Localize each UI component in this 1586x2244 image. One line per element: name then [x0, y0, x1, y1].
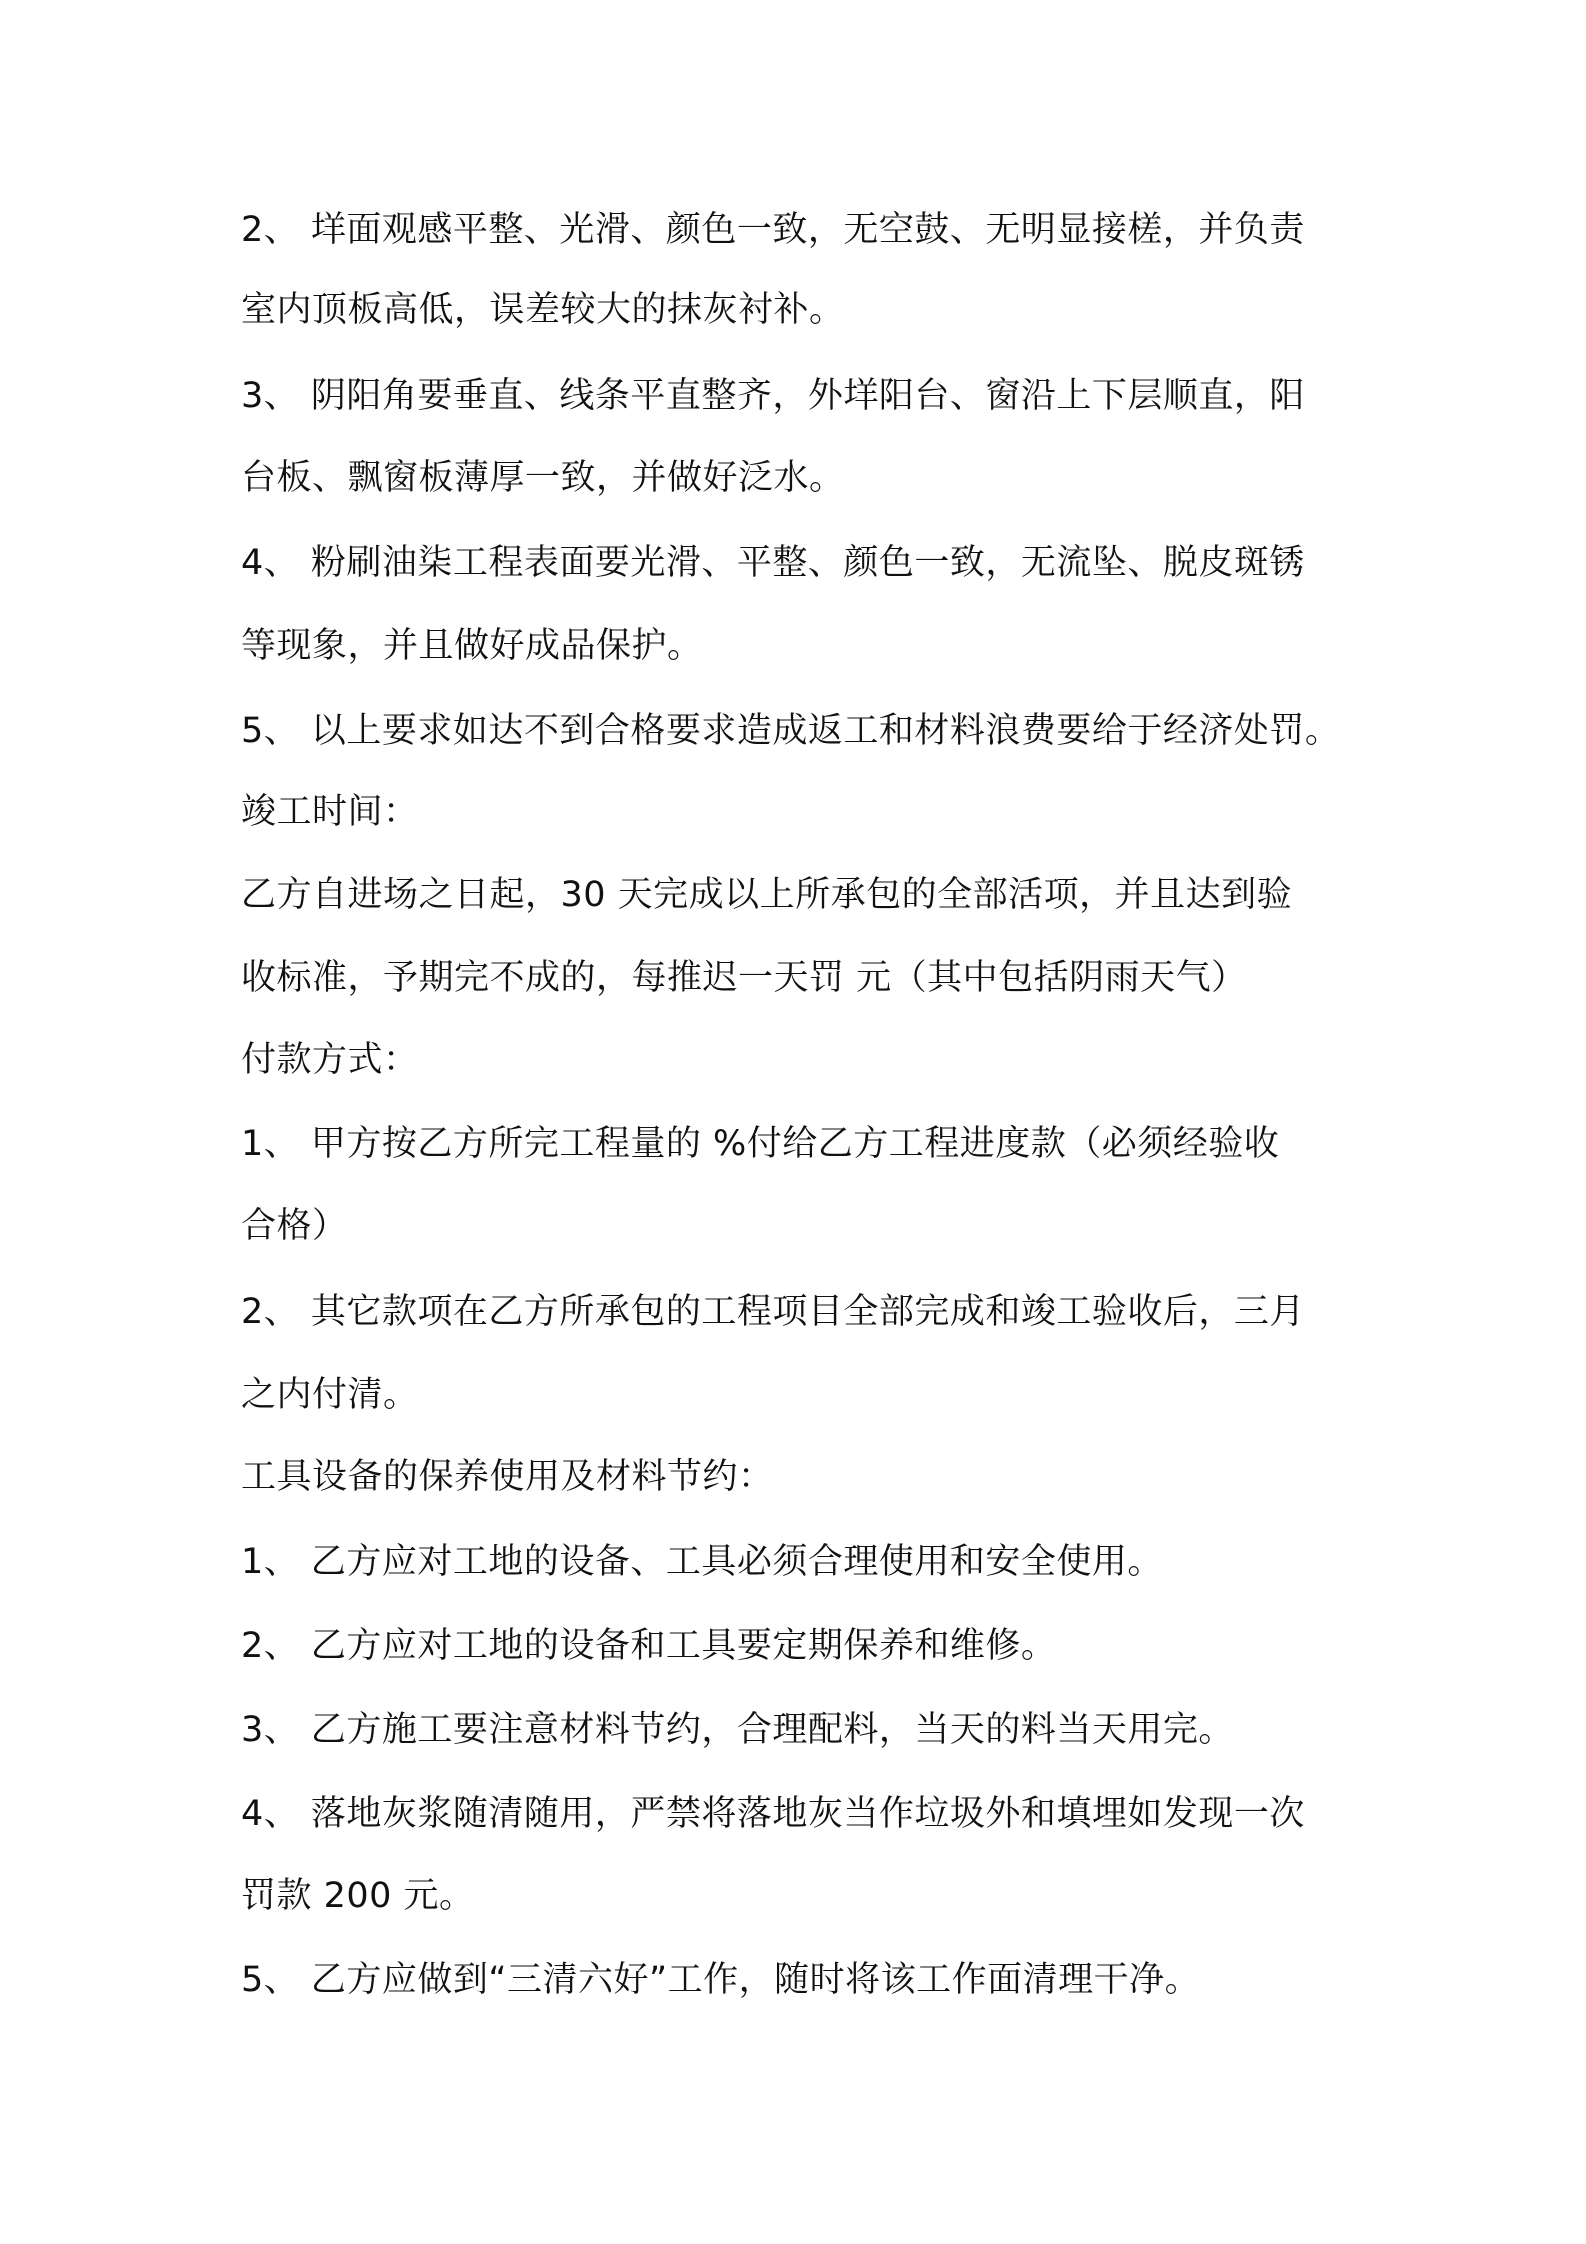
- text-line: 5、 以上要求如达不到合格要求造成返工和材料浪费要给于经济处罚。: [241, 711, 1341, 751]
- text-line: 罚款 200 元。: [241, 1876, 475, 1916]
- text-line: 2、 其它款项在乙方所承包的工程项目全部完成和竣工验收后，三月: [241, 1292, 1305, 1332]
- section-heading: 工具设备的保养使用及材料节约：: [241, 1457, 774, 1497]
- text-line: 收标准，予期完不成的，每推迟一天罚 元（其中包括阴雨天气）: [241, 958, 1247, 998]
- text-line: 室内顶板高低，误差较大的抹灰衬补。: [241, 290, 845, 330]
- text-line: 乙方自进场之日起，30 天完成以上所承包的全部活项，并且达到验: [241, 875, 1293, 915]
- text-line: 4、 落地灰浆随清随用，严禁将落地灰当作垃圾外和填埋如发现一次: [241, 1794, 1305, 1834]
- text-line: 5、 乙方应做到“三清六好”工作，随时将该工作面清理干净。: [241, 1960, 1201, 2000]
- text-line: 3、 乙方施工要注意材料节约，合理配料，当天的料当天用完。: [241, 1710, 1234, 1750]
- text-line: 2、 乙方应对工地的设备和工具要定期保养和维修。: [241, 1626, 1057, 1666]
- section-heading: 付款方式：: [241, 1040, 419, 1080]
- text-line: 之内付清。: [241, 1375, 419, 1415]
- text-line: 合格）: [241, 1206, 348, 1246]
- text-line: 1、 乙方应对工地的设备、工具必须合理使用和安全使用。: [241, 1542, 1163, 1582]
- text-line: 1、 甲方按乙方所完工程量的 %付给乙方工程进度款（必须经验收: [241, 1124, 1280, 1164]
- text-line: 2、 垟面观感平整、光滑、颜色一致，无空鼓、无明显接槎，并负责: [241, 210, 1305, 250]
- text-line: 4、 粉刷油柒工程表面要光滑、平整、颜色一致，无流坠、脱皮斑锈: [241, 543, 1305, 583]
- text-line: 台板、飘窗板薄厚一致，并做好泛水。: [241, 458, 845, 498]
- text-line: 3、 阴阳角要垂直、线条平直整齐，外垟阳台、窗沿上下层顺直，阳: [241, 376, 1305, 416]
- text-line: 等现象，并且做好成品保护。: [241, 626, 703, 666]
- section-heading: 竣工时间：: [241, 792, 419, 832]
